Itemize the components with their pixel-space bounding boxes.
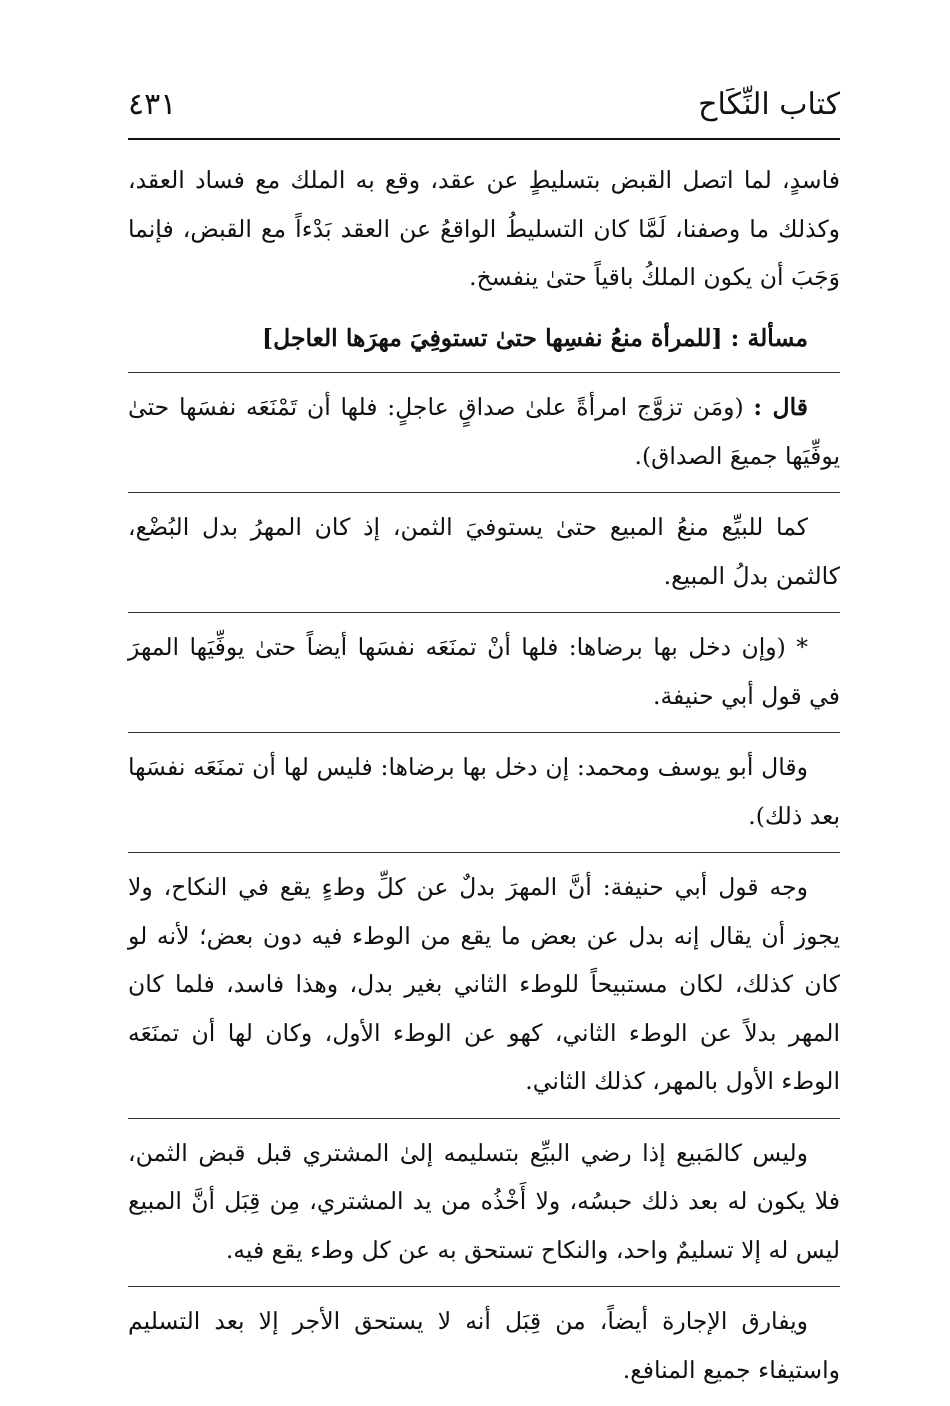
paragraph-7: وجه قول أبي حنيفة: أنَّ المهرَ بدلٌ عن كلِّ وطءٍ يقع في النكاح، ولا يجوز أن يقال إنه بدل عن بعض ما يقع من الوطء فيه دون بعض؛ لأنه لو كان كذلك، لكان مستبيحاً للوطء الثاني بغير بدل، وهذا فاسد، فلما كان المهر بدلاً عن الوطء الثاني، كهو عن الوطء الأول، وكان لها أن تمنَعَه الوطء الأول بالمهر، كذلك الثاني.	[128, 873, 840, 1095]
paragraph-4: كما للبيِّع منعُ المبيع حتىٰ يستوفيَ الثمن، إذ كان المهرُ بدل البُضْع، كالثمن بدلُ المبيع.	[128, 513, 840, 590]
paragraph-3-text: (ومَن تزوَّج امرأةً علىٰ صداقٍ عاجلٍ: فلها أن تَمْنَعَه نفسَها حتىٰ يوفِّيَها جميعَ الصداق).	[128, 393, 840, 470]
paragraph-6: وقال أبو يوسف ومحمد: إن دخل بها برضاها: فليس لها أن تمنَعَه نفسَها بعد ذلك).	[128, 753, 840, 830]
running-title: كتاب النِّكَاح	[698, 87, 840, 122]
divider	[128, 372, 840, 373]
paragraph-9: ويفارق الإجارة أيضاً، من قِبَل أنه لا يستحق الأجر إلا بعد التسليم واستيفاء جميع المنافع.	[128, 1307, 840, 1384]
paragraph-3	[128, 383, 840, 480]
divider	[128, 612, 840, 613]
issue-heading: مسألة : [للمرأة منعُ نفسِها حتىٰ تستوفِيَ مهرَها العاجل]	[262, 323, 808, 352]
qala-label: قال :	[753, 393, 808, 421]
divider	[128, 852, 840, 853]
paragraph-5: * (وإن دخل بها برضاها: فلها أنْ تمنَعَه نفسَها أيضاً حتىٰ يوفِّيَها المهرَ في قول أبي حنيفة.	[128, 633, 840, 710]
divider	[128, 732, 840, 733]
page-body	[128, 156, 840, 1406]
divider	[128, 1286, 840, 1287]
divider	[128, 1118, 840, 1119]
paragraph-1: فاسدٍ، لما اتصل القبض بتسليطٍ عن عقد، وقع به الملك مع فساد العقد، وكذلك ما وصفنا، لَمَّا كان التسليطُ الواقعُ عن العقد بَدْءاً مع القبض، فإنما وَجَبَ أن يكون الملكُ باقياً حتىٰ ينفسخ.	[128, 166, 840, 291]
page-header	[128, 82, 840, 140]
page-number: ٤٣١	[128, 87, 177, 122]
divider	[128, 492, 840, 493]
paragraph-8: وليس كالمَبيع إذا رضي البيِّع بتسليمه إلىٰ المشتري قبل قبض الثمن، فلا يكون له بعد ذلك حبسُه، ولا أَخْذُه من يد المشتري، مِن قِبَل أنَّ المبيع ليس له إلا تسليمٌ واحد، والنكاح تستحق به عن كل وطء يقع فيه.	[128, 1138, 840, 1264]
